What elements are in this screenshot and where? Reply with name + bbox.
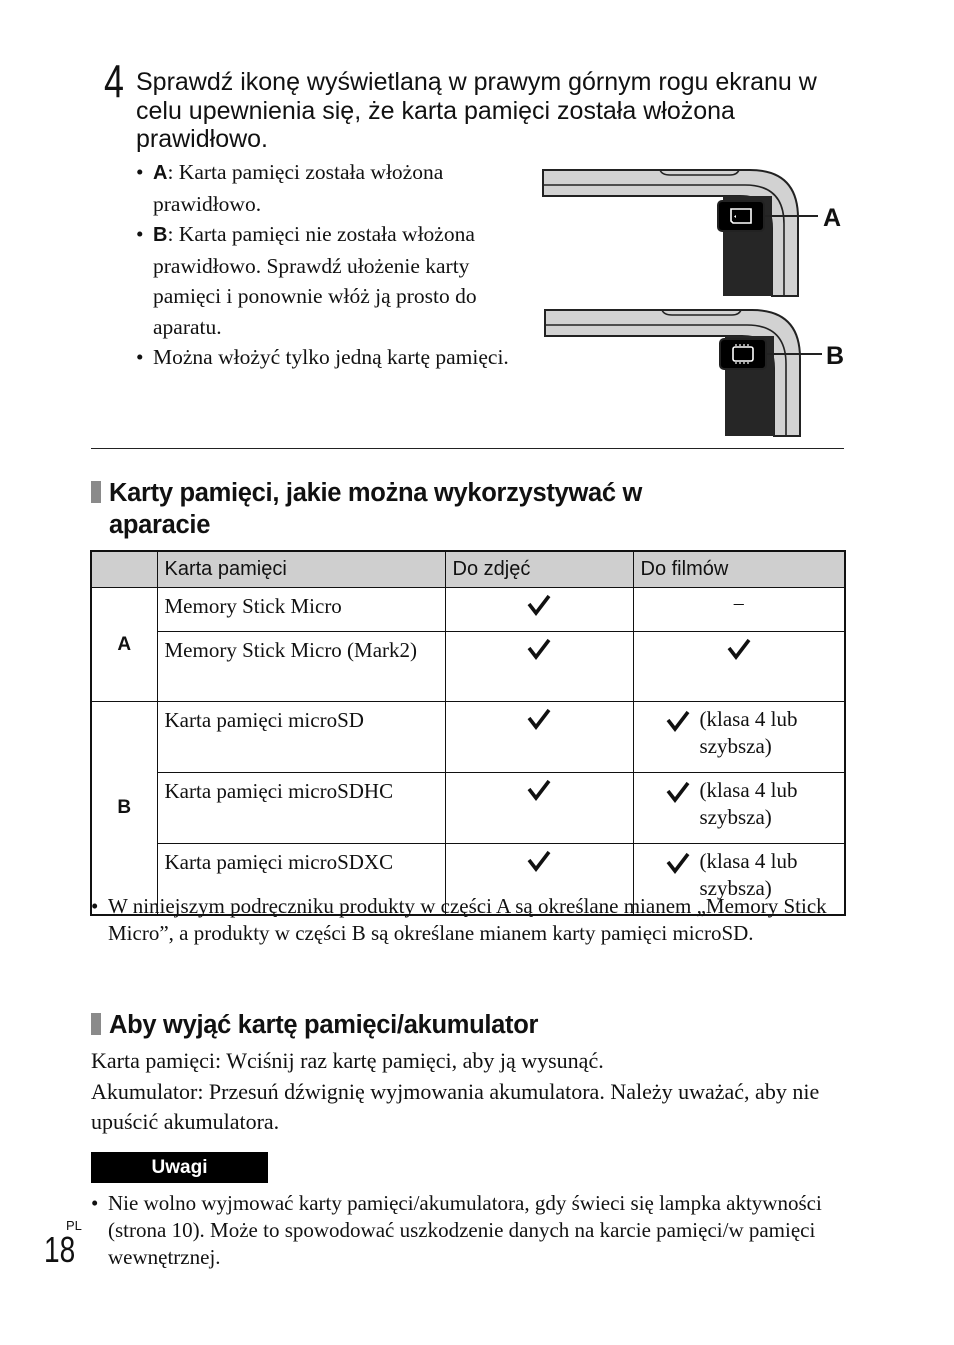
step-instruction: Sprawdź ikonę wyświetlaną w prawym górnym rogu ekranu w celu upewnienia się, że karta pamięci została włożona prawidłowo. [136, 68, 817, 153]
heading-marker [91, 1013, 101, 1035]
check-icon [666, 852, 690, 881]
class-requirement: (klasa 4 lub szybsza) [699, 778, 798, 829]
table-row [91, 702, 845, 773]
table-row [91, 632, 845, 702]
notes-label: Uwagi [91, 1152, 268, 1183]
heading-marker [91, 481, 101, 503]
class-requirement: (klasa 4 lub szybsza) [699, 707, 798, 758]
bullet-text: : Karta pamięci nie została włożona prawidłowo. Sprawdź ułożenie karty pamięci i ponownie włóż ją prosto do aparatu. [153, 222, 477, 339]
memory-card-table [90, 550, 846, 916]
table-footnote [91, 893, 841, 947]
check-icon [666, 781, 690, 810]
bullet-b [136, 219, 526, 342]
card-name: Karta pamięci microSDHC [157, 773, 445, 844]
check-icon [527, 859, 551, 876]
table-row [91, 773, 845, 844]
check-icon [727, 647, 751, 664]
header-card: Karta pamięci [157, 551, 445, 588]
label-b: B [826, 342, 845, 370]
diagram-panel-b [545, 310, 844, 436]
label-a: A [823, 204, 842, 232]
group-label-b: B [91, 702, 157, 916]
check-icon [666, 710, 690, 739]
header-movie: Do filmów [633, 551, 845, 588]
section-heading-remove-card [91, 1009, 538, 1041]
card-name: Memory Stick Micro [157, 588, 445, 632]
photo-support [445, 702, 633, 773]
memory-card-icon [718, 201, 764, 231]
header-group [91, 551, 157, 588]
heading-line-2: aparacie [109, 511, 211, 539]
footnote-text: W niniejszym podręczniku produkty w części A są określane mianem „Memory Stick Micro”, a produkty w części B są określane mianem karty pamięci microSD. [108, 894, 827, 945]
group-label-a: A [91, 588, 157, 702]
removal-instructions [91, 1046, 846, 1138]
check-icon [527, 603, 551, 620]
bullet-key: B [153, 224, 168, 246]
bullet-key: A [153, 162, 168, 184]
bullet-text: : Karta pamięci została włożona prawidłowo. [153, 160, 444, 216]
photo-support [445, 588, 633, 632]
battery-removal-text: Akumulator: Przesuń dźwignię wyjmowania akumulatora. Należy uważać, aby nie upuścić akumulatora. [91, 1078, 820, 1134]
language-code: PL [66, 1218, 82, 1233]
card-name: Memory Stick Micro (Mark2) [157, 632, 445, 702]
bullet-one-card [136, 342, 526, 373]
header-photo: Do zdjęć [445, 551, 633, 588]
diagram-panel-a [543, 170, 841, 296]
table-header-row [91, 551, 845, 588]
screen-corner-diagram [540, 168, 850, 438]
step-number: 4 [104, 55, 124, 107]
bullet-dot: • [91, 1191, 99, 1215]
bullet-dot: • [91, 894, 99, 918]
page-number: 18 [44, 1229, 76, 1270]
heading-text: Aby wyjąć kartę pamięci/akumulator [109, 1011, 539, 1039]
check-icon [527, 647, 551, 664]
class-requirement: (klasa 4 lub szybsza) [699, 849, 798, 900]
section-heading-compatible-cards [91, 477, 642, 541]
bullet-a [136, 157, 526, 219]
note-text: Nie wolno wyjmować karty pamięci/akumulatora, gdy świeci się lampka aktywności (strona 10). Może to spowodować uszkodzenie danych na karcie pamięci/w pamięci wewnętrznej. [108, 1191, 822, 1269]
check-icon [527, 717, 551, 734]
notes-list [91, 1190, 846, 1271]
table-row [91, 588, 845, 632]
movie-support [633, 632, 845, 702]
movie-support [633, 773, 845, 844]
movie-support [633, 702, 845, 773]
movie-support: – [633, 588, 845, 632]
heading-line-1: Karty pamięci, jakie można wykorzystywać w [109, 479, 643, 507]
check-icon [527, 788, 551, 805]
card-removal-text: Karta pamięci: Wciśnij raz kartę pamięci, aby ją wysunąć. [91, 1048, 604, 1073]
card-name: Karta pamięci microSD [157, 702, 445, 773]
memory-chip-icon [720, 339, 766, 369]
card-name: Karta pamięci microSDXC [157, 844, 445, 916]
bullet-text: Można włożyć tylko jedną kartę pamięci. [153, 345, 509, 369]
photo-support [445, 773, 633, 844]
photo-support [445, 632, 633, 702]
section-divider [91, 448, 844, 449]
status-bullets [136, 157, 526, 373]
